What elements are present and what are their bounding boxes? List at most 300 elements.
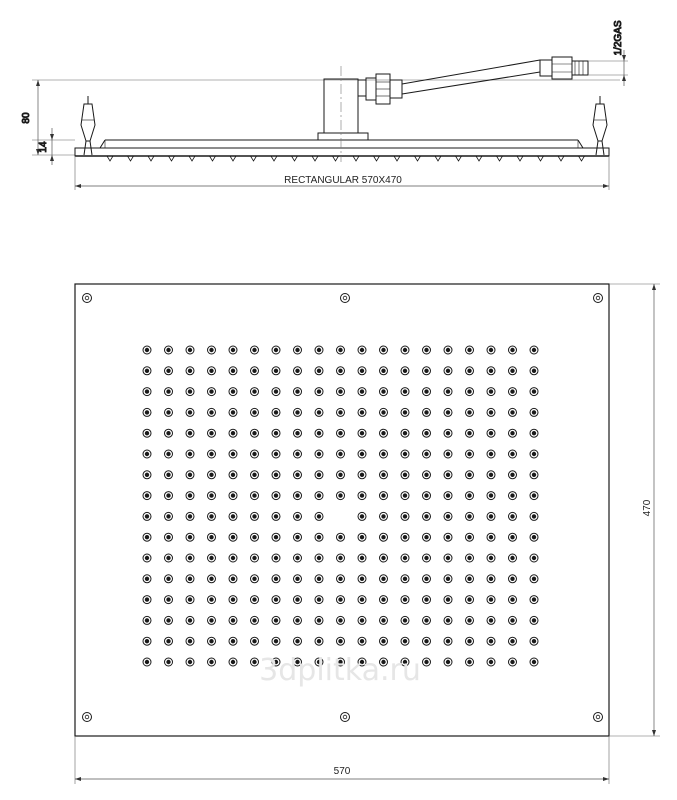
nozzle bbox=[487, 512, 495, 520]
nozzle-tooth bbox=[271, 156, 277, 161]
nozzle bbox=[272, 492, 280, 500]
nozzle bbox=[358, 388, 366, 396]
nozzle bbox=[444, 533, 452, 541]
nozzle-tooth bbox=[456, 156, 462, 161]
nozzle bbox=[358, 492, 366, 500]
shower-plate-side bbox=[75, 140, 609, 156]
nozzle bbox=[186, 450, 194, 458]
nozzle bbox=[294, 471, 302, 479]
nozzle bbox=[337, 637, 345, 645]
nozzle bbox=[165, 450, 173, 458]
nozzle bbox=[315, 637, 323, 645]
nozzle bbox=[423, 492, 431, 500]
nozzle bbox=[380, 429, 388, 437]
nozzle-tooth bbox=[189, 156, 195, 161]
nozzle bbox=[509, 616, 517, 624]
nozzle bbox=[251, 575, 259, 583]
nozzle bbox=[165, 533, 173, 541]
nozzle bbox=[423, 512, 431, 520]
nozzle bbox=[530, 450, 538, 458]
nozzle bbox=[380, 533, 388, 541]
nozzle bbox=[530, 575, 538, 583]
nozzle bbox=[401, 346, 409, 354]
nozzle bbox=[229, 408, 237, 416]
nozzle bbox=[272, 408, 280, 416]
nozzle bbox=[143, 367, 151, 375]
nozzle bbox=[466, 658, 474, 666]
nozzle-tooth bbox=[558, 156, 564, 161]
nozzle bbox=[337, 346, 345, 354]
nozzle-tooth bbox=[497, 156, 503, 161]
nozzle bbox=[165, 367, 173, 375]
nozzle bbox=[380, 616, 388, 624]
nozzle bbox=[337, 596, 345, 604]
nozzle bbox=[208, 533, 216, 541]
nozzle bbox=[487, 596, 495, 604]
nozzle bbox=[401, 408, 409, 416]
nozzle bbox=[272, 596, 280, 604]
nozzle bbox=[186, 408, 194, 416]
nozzle bbox=[509, 596, 517, 604]
nozzle bbox=[143, 596, 151, 604]
nozzle bbox=[251, 429, 259, 437]
nozzle bbox=[337, 492, 345, 500]
nozzle bbox=[229, 388, 237, 396]
nozzle bbox=[337, 388, 345, 396]
nozzle-tooth bbox=[476, 156, 482, 161]
nozzle bbox=[208, 596, 216, 604]
nozzle bbox=[466, 512, 474, 520]
nozzle bbox=[358, 408, 366, 416]
nozzle bbox=[294, 408, 302, 416]
nozzle bbox=[315, 492, 323, 500]
nozzle bbox=[315, 471, 323, 479]
nozzle bbox=[466, 575, 474, 583]
nozzle bbox=[208, 554, 216, 562]
nozzle bbox=[466, 616, 474, 624]
nozzle bbox=[444, 388, 452, 396]
nozzle bbox=[401, 596, 409, 604]
dim-connection-label: 1/2GAS bbox=[613, 20, 624, 56]
nozzle bbox=[165, 554, 173, 562]
nozzle-tooth bbox=[210, 156, 216, 161]
nozzle bbox=[530, 596, 538, 604]
nozzle bbox=[401, 554, 409, 562]
nozzle bbox=[466, 637, 474, 645]
nozzle bbox=[358, 637, 366, 645]
nozzle bbox=[186, 554, 194, 562]
nozzle bbox=[186, 658, 194, 666]
nozzle bbox=[315, 512, 323, 520]
nozzle bbox=[358, 554, 366, 562]
nozzle bbox=[143, 492, 151, 500]
nozzle bbox=[186, 637, 194, 645]
nozzle bbox=[165, 429, 173, 437]
nozzle bbox=[380, 450, 388, 458]
nozzle bbox=[358, 450, 366, 458]
nozzle bbox=[165, 658, 173, 666]
nozzle bbox=[466, 346, 474, 354]
nozzle bbox=[487, 408, 495, 416]
nozzle bbox=[401, 367, 409, 375]
nozzle bbox=[208, 450, 216, 458]
nozzle bbox=[401, 471, 409, 479]
nozzle bbox=[444, 408, 452, 416]
nozzle bbox=[272, 471, 280, 479]
nozzle bbox=[444, 512, 452, 520]
nozzle bbox=[208, 429, 216, 437]
nozzle bbox=[315, 367, 323, 375]
nozzle-tooth bbox=[374, 156, 380, 161]
nozzle bbox=[143, 554, 151, 562]
nozzle bbox=[530, 554, 538, 562]
nozzle bbox=[251, 408, 259, 416]
nozzle bbox=[143, 408, 151, 416]
nozzle bbox=[294, 616, 302, 624]
nozzle-tooth bbox=[394, 156, 400, 161]
nozzle bbox=[251, 637, 259, 645]
nozzle bbox=[423, 637, 431, 645]
nozzle bbox=[272, 616, 280, 624]
nozzle bbox=[509, 388, 517, 396]
nozzle-tooth bbox=[517, 156, 523, 161]
nozzle bbox=[509, 575, 517, 583]
nozzle bbox=[401, 450, 409, 458]
nozzle-tooth bbox=[230, 156, 236, 161]
nozzle bbox=[444, 367, 452, 375]
nozzle bbox=[423, 388, 431, 396]
nozzle bbox=[186, 596, 194, 604]
nozzle bbox=[143, 575, 151, 583]
nozzle bbox=[487, 616, 495, 624]
nozzle bbox=[272, 388, 280, 396]
nozzle bbox=[530, 471, 538, 479]
nozzle bbox=[229, 492, 237, 500]
nozzle bbox=[509, 554, 517, 562]
nozzle bbox=[251, 367, 259, 375]
nozzle bbox=[186, 533, 194, 541]
nozzle bbox=[143, 512, 151, 520]
nozzle bbox=[509, 367, 517, 375]
nozzle bbox=[487, 575, 495, 583]
nozzle-tooth bbox=[169, 156, 175, 161]
dim-width-label: 570 bbox=[333, 766, 351, 777]
nozzle bbox=[380, 512, 388, 520]
nozzle bbox=[466, 450, 474, 458]
nozzle bbox=[294, 492, 302, 500]
nozzle bbox=[229, 346, 237, 354]
nozzle bbox=[272, 575, 280, 583]
nozzle bbox=[165, 512, 173, 520]
nozzle bbox=[143, 616, 151, 624]
nozzle bbox=[229, 533, 237, 541]
nozzle bbox=[530, 533, 538, 541]
nozzle bbox=[165, 492, 173, 500]
nozzle-tooth bbox=[353, 156, 359, 161]
screw-top-center bbox=[341, 294, 350, 303]
nozzle bbox=[251, 346, 259, 354]
nozzle bbox=[337, 367, 345, 375]
nozzle bbox=[208, 658, 216, 666]
nozzle bbox=[487, 450, 495, 458]
nozzle bbox=[186, 429, 194, 437]
nozzle bbox=[487, 471, 495, 479]
nozzle bbox=[423, 429, 431, 437]
nozzle bbox=[530, 512, 538, 520]
nozzle bbox=[165, 575, 173, 583]
nozzle bbox=[337, 429, 345, 437]
nozzle bbox=[165, 388, 173, 396]
top-view bbox=[75, 284, 660, 784]
nozzle bbox=[466, 367, 474, 375]
nozzle bbox=[143, 388, 151, 396]
nozzle bbox=[401, 429, 409, 437]
nozzle bbox=[380, 492, 388, 500]
nozzle bbox=[186, 346, 194, 354]
dimension-14 bbox=[50, 128, 54, 165]
nozzle bbox=[380, 408, 388, 416]
nozzle bbox=[208, 367, 216, 375]
nozzle bbox=[401, 575, 409, 583]
nozzle bbox=[358, 616, 366, 624]
screw-bottom-center bbox=[341, 713, 350, 722]
nozzle bbox=[423, 658, 431, 666]
nozzle bbox=[272, 367, 280, 375]
nozzle bbox=[315, 616, 323, 624]
nozzle bbox=[165, 637, 173, 645]
swivel-joint bbox=[366, 74, 402, 104]
nozzle bbox=[251, 596, 259, 604]
screw-top-right bbox=[594, 294, 603, 303]
nozzle-teeth-row bbox=[107, 156, 585, 161]
watermark: 3dplitka.ru bbox=[259, 653, 421, 688]
fixing-clip-right bbox=[593, 96, 607, 155]
nozzle bbox=[208, 492, 216, 500]
nozzle bbox=[423, 554, 431, 562]
nozzle bbox=[509, 533, 517, 541]
nozzle bbox=[165, 596, 173, 604]
nozzle-tooth bbox=[538, 156, 544, 161]
nozzle-tooth bbox=[292, 156, 298, 161]
nozzle bbox=[380, 596, 388, 604]
nozzle bbox=[444, 471, 452, 479]
nozzle bbox=[358, 429, 366, 437]
nozzle bbox=[401, 512, 409, 520]
nozzle bbox=[208, 616, 216, 624]
nozzle bbox=[208, 471, 216, 479]
nozzle bbox=[315, 575, 323, 583]
nozzle bbox=[229, 450, 237, 458]
nozzle bbox=[444, 492, 452, 500]
nozzle bbox=[509, 471, 517, 479]
nozzle bbox=[186, 471, 194, 479]
dim-depth-label: 470 bbox=[642, 499, 653, 517]
nozzle bbox=[315, 596, 323, 604]
nozzle bbox=[423, 346, 431, 354]
nozzle bbox=[466, 533, 474, 541]
nozzle bbox=[186, 492, 194, 500]
side-view-caption: RECTANGULAR 570X470 bbox=[284, 175, 402, 186]
nozzle bbox=[466, 471, 474, 479]
nozzle bbox=[315, 450, 323, 458]
nozzle bbox=[487, 533, 495, 541]
nozzle bbox=[143, 429, 151, 437]
nozzle bbox=[444, 575, 452, 583]
nozzle bbox=[466, 408, 474, 416]
nozzle bbox=[294, 512, 302, 520]
nozzle bbox=[530, 388, 538, 396]
screw-top-left bbox=[83, 294, 92, 303]
nozzle bbox=[315, 346, 323, 354]
nozzle bbox=[229, 596, 237, 604]
nozzle bbox=[229, 512, 237, 520]
nozzle bbox=[444, 616, 452, 624]
nozzle bbox=[186, 512, 194, 520]
nozzle bbox=[208, 346, 216, 354]
nozzle-tooth bbox=[579, 156, 585, 161]
nozzle-grid bbox=[143, 346, 538, 666]
nozzle bbox=[186, 616, 194, 624]
nozzle bbox=[358, 575, 366, 583]
nozzle bbox=[444, 450, 452, 458]
nozzle bbox=[208, 575, 216, 583]
nozzle bbox=[487, 554, 495, 562]
nozzle bbox=[466, 554, 474, 562]
nozzle bbox=[294, 596, 302, 604]
nozzle bbox=[530, 616, 538, 624]
nozzle bbox=[337, 575, 345, 583]
nozzle bbox=[208, 408, 216, 416]
nozzle bbox=[251, 554, 259, 562]
nozzle bbox=[530, 367, 538, 375]
nozzle bbox=[143, 346, 151, 354]
nozzle bbox=[186, 388, 194, 396]
nozzle bbox=[423, 575, 431, 583]
nozzle bbox=[509, 512, 517, 520]
nozzle bbox=[294, 637, 302, 645]
nozzle bbox=[509, 429, 517, 437]
nozzle bbox=[380, 637, 388, 645]
nozzle bbox=[186, 367, 194, 375]
nozzle bbox=[380, 388, 388, 396]
nozzle-tooth bbox=[148, 156, 154, 161]
nozzle bbox=[315, 408, 323, 416]
nozzle bbox=[315, 429, 323, 437]
nozzle bbox=[401, 616, 409, 624]
nozzle bbox=[509, 658, 517, 666]
nozzle bbox=[272, 512, 280, 520]
nozzle bbox=[423, 533, 431, 541]
nozzle bbox=[380, 575, 388, 583]
nozzle bbox=[186, 575, 194, 583]
nozzle bbox=[509, 346, 517, 354]
nozzle bbox=[509, 450, 517, 458]
nozzle bbox=[251, 450, 259, 458]
nozzle bbox=[229, 471, 237, 479]
nozzle bbox=[401, 637, 409, 645]
nozzle bbox=[423, 596, 431, 604]
nozzle bbox=[444, 429, 452, 437]
nozzle bbox=[487, 658, 495, 666]
nozzle-tooth bbox=[128, 156, 134, 161]
nozzle bbox=[444, 554, 452, 562]
nozzle bbox=[251, 388, 259, 396]
nozzle bbox=[229, 367, 237, 375]
nozzle bbox=[444, 658, 452, 666]
nozzle bbox=[423, 616, 431, 624]
nozzle-tooth bbox=[312, 156, 318, 161]
nozzle bbox=[380, 471, 388, 479]
nozzle bbox=[487, 367, 495, 375]
nozzle bbox=[251, 492, 259, 500]
nozzle bbox=[165, 616, 173, 624]
nozzle bbox=[294, 575, 302, 583]
nozzle bbox=[487, 388, 495, 396]
nozzle bbox=[272, 346, 280, 354]
nozzle bbox=[487, 346, 495, 354]
nozzle bbox=[229, 616, 237, 624]
nozzle bbox=[294, 533, 302, 541]
nozzle bbox=[229, 658, 237, 666]
nozzle bbox=[509, 408, 517, 416]
nozzle bbox=[143, 450, 151, 458]
nozzle bbox=[143, 533, 151, 541]
nozzle bbox=[337, 408, 345, 416]
nozzle bbox=[466, 429, 474, 437]
nozzle bbox=[337, 554, 345, 562]
nozzle bbox=[272, 450, 280, 458]
nozzle bbox=[380, 554, 388, 562]
nozzle bbox=[401, 533, 409, 541]
screw-bottom-right bbox=[594, 713, 603, 722]
nozzle bbox=[530, 492, 538, 500]
nozzle bbox=[423, 450, 431, 458]
nozzle bbox=[229, 575, 237, 583]
nozzle bbox=[272, 554, 280, 562]
nozzle bbox=[272, 533, 280, 541]
nozzle bbox=[423, 471, 431, 479]
nozzle bbox=[530, 346, 538, 354]
nozzle bbox=[251, 616, 259, 624]
nozzle bbox=[337, 471, 345, 479]
nozzle bbox=[143, 658, 151, 666]
nozzle bbox=[530, 658, 538, 666]
nozzle bbox=[208, 637, 216, 645]
nozzle bbox=[165, 408, 173, 416]
nozzle bbox=[423, 367, 431, 375]
nozzle bbox=[165, 346, 173, 354]
nozzle bbox=[380, 367, 388, 375]
nozzle bbox=[294, 367, 302, 375]
connection-arm bbox=[402, 57, 588, 94]
nozzle bbox=[294, 554, 302, 562]
nozzle bbox=[208, 512, 216, 520]
nozzle bbox=[294, 450, 302, 458]
nozzle bbox=[530, 429, 538, 437]
nozzle bbox=[509, 492, 517, 500]
nozzle bbox=[337, 533, 345, 541]
nozzle bbox=[487, 637, 495, 645]
dim-height-label: 80 bbox=[21, 112, 32, 124]
dim-thickness-label: 14 bbox=[38, 141, 49, 153]
nozzle bbox=[229, 554, 237, 562]
nozzle bbox=[466, 492, 474, 500]
nozzle bbox=[380, 346, 388, 354]
nozzle bbox=[423, 408, 431, 416]
nozzle bbox=[251, 658, 259, 666]
side-view bbox=[21, 20, 628, 190]
nozzle bbox=[358, 533, 366, 541]
